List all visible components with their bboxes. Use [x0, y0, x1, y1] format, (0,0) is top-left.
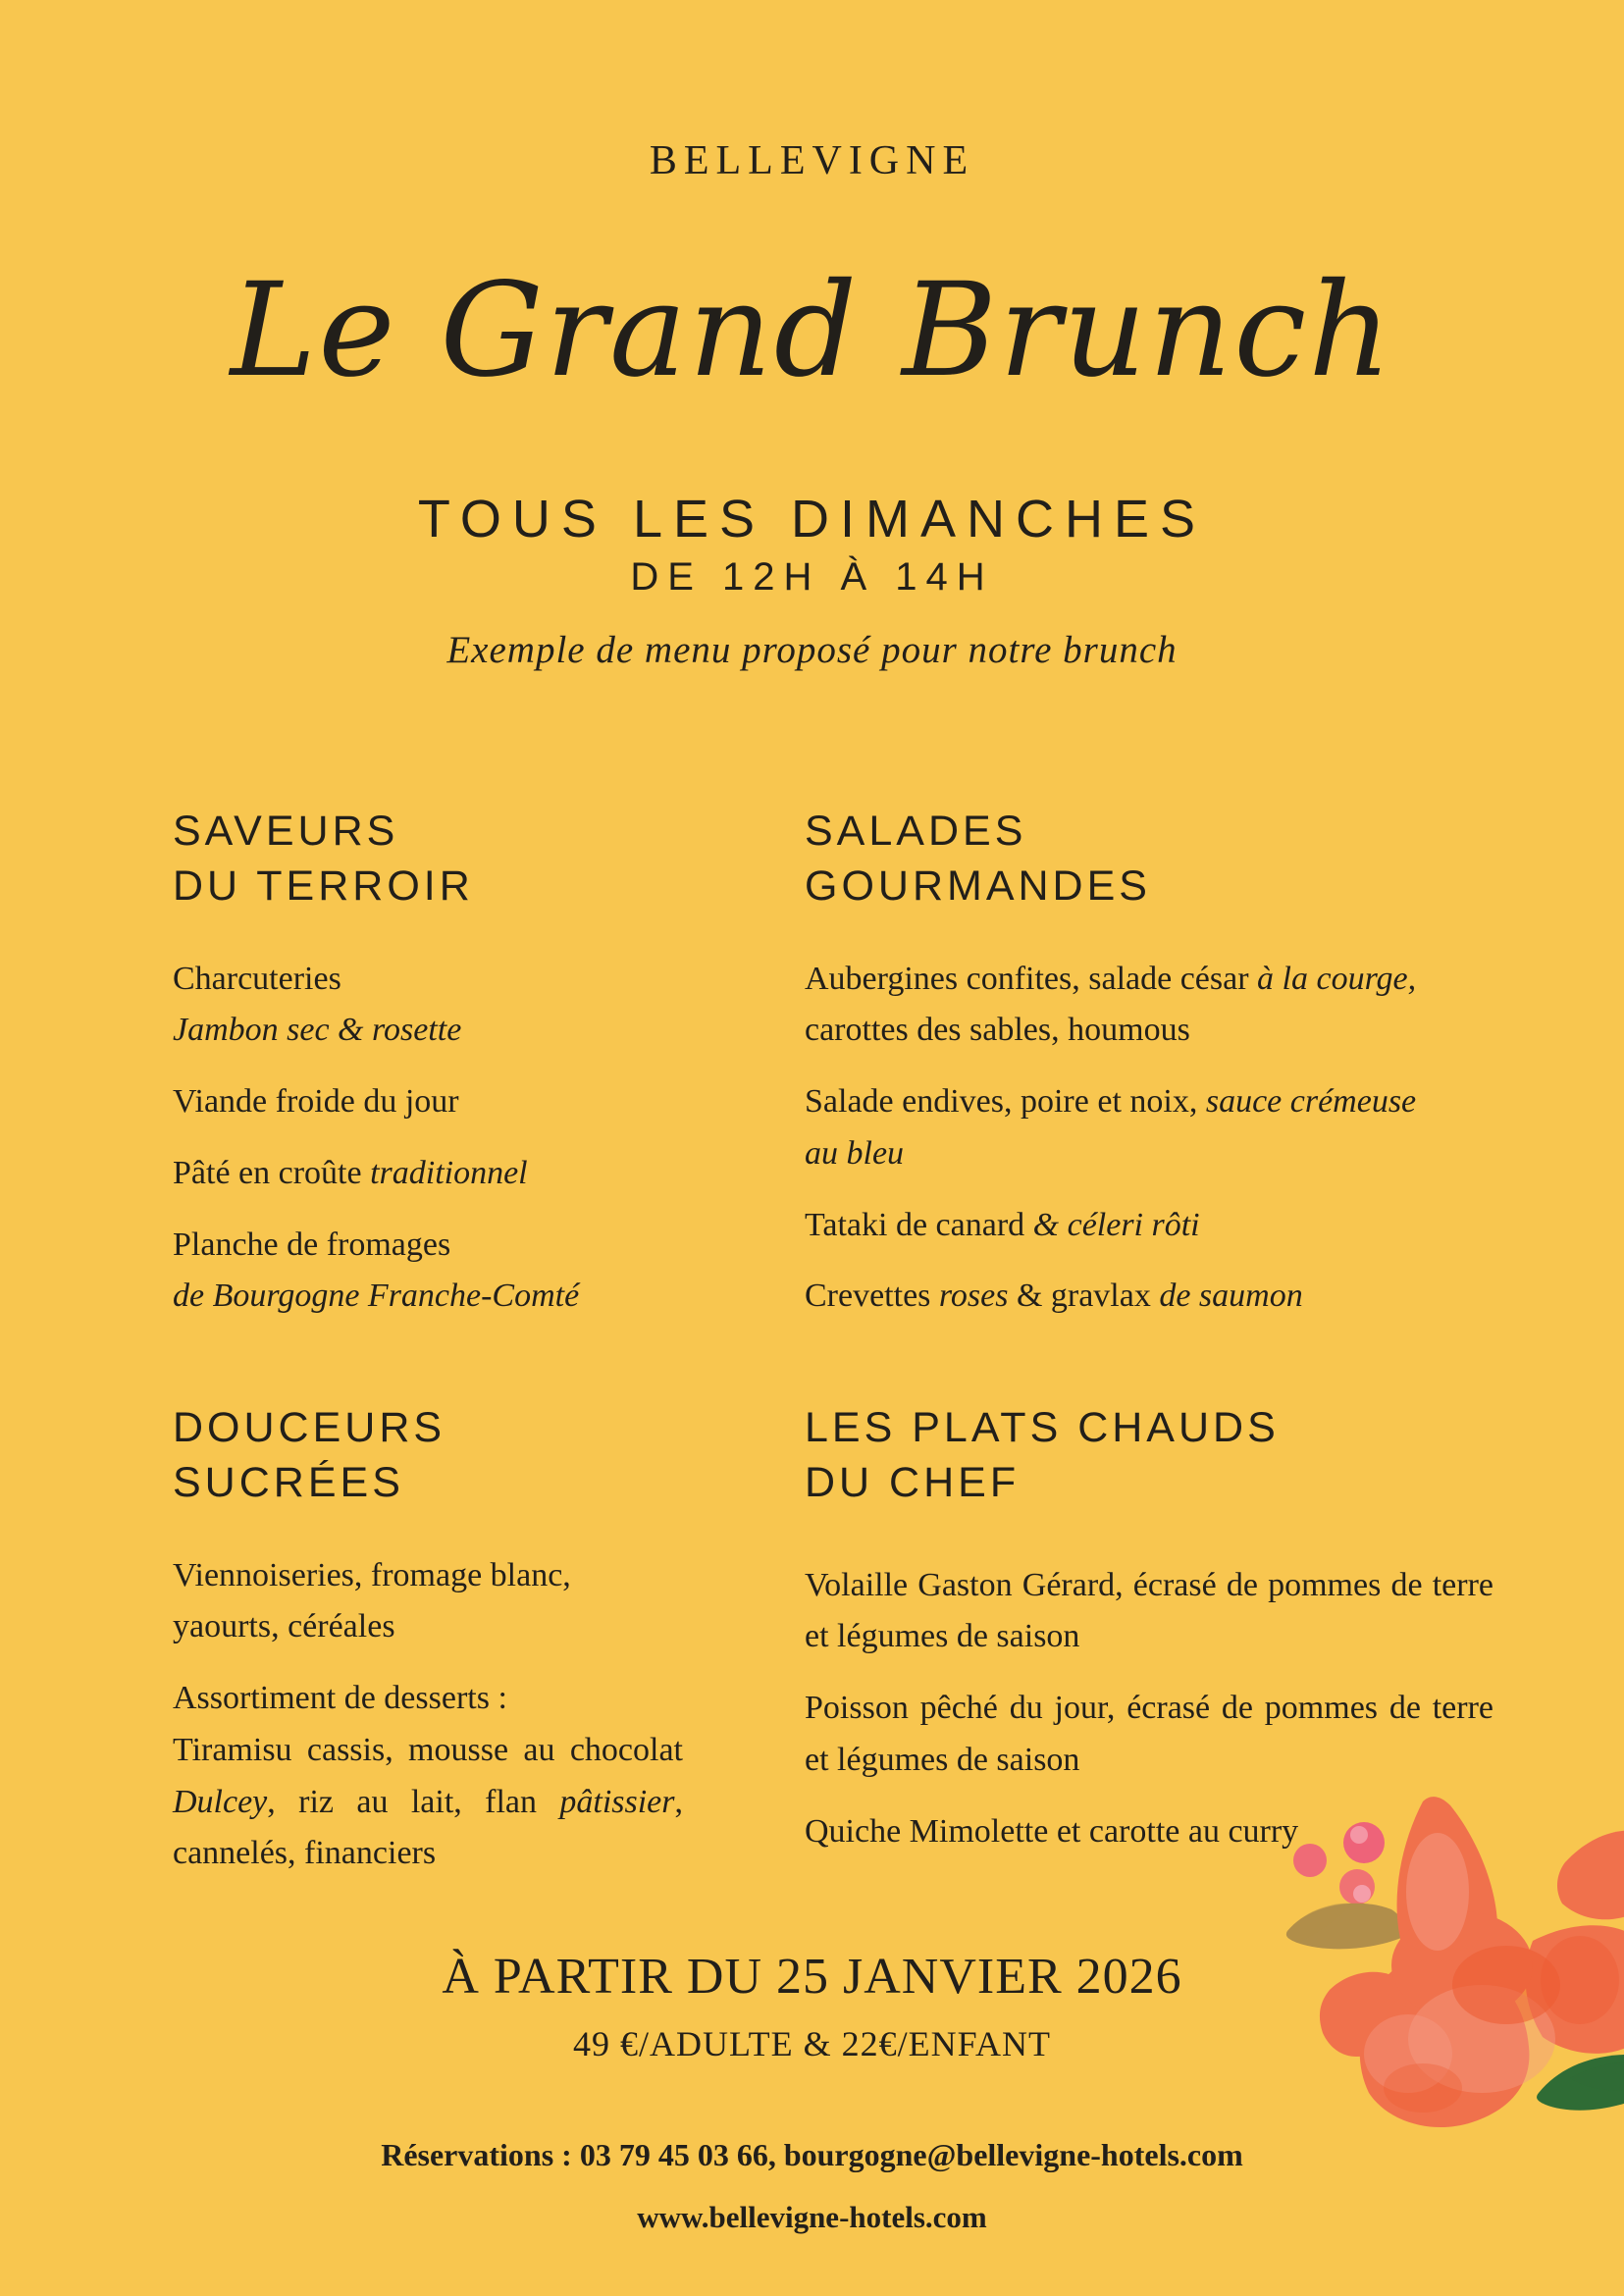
start-date: À PARTIR DU 25 JANVIER 2026 — [442, 1949, 1182, 2005]
menu-item: Pâté en croûte traditionnel — [173, 1154, 528, 1191]
menu-subtitle: Exemple de menu proposé pour notre brunch — [446, 629, 1178, 671]
section-douceurs-sucrees — [173, 1401, 683, 1900]
menu-item: Quiche Mimolette et carotte au curry — [805, 1812, 1299, 1850]
website-url: www.bellevigne-hotels.com — [637, 2200, 987, 2234]
menu-item: Crevettes roses & gravlax de saumon — [805, 1278, 1303, 1315]
watercolor-flower-illustration — [1276, 1794, 1624, 2137]
section-heading: SALADES GOURMANDES — [805, 808, 1151, 910]
section-saveurs-du-terroir — [173, 805, 683, 1342]
schedule-line-2: DE 12H À 14H — [630, 555, 994, 599]
reservations-contact: Réservations : 03 79 45 03 66, bourgogne@bellevigne-hotels.com — [381, 2137, 1243, 2172]
brand-name: BELLEVIGNE — [649, 138, 975, 183]
menu-item: Viande froide du jour — [173, 1083, 459, 1121]
flower-berries — [1293, 1822, 1385, 1905]
menu-item: Volaille Gaston Gérard, écrasé de pommes de terre et légumes de saison — [805, 1566, 1493, 1655]
menu-item: Planche de fromages de Bourgogne Franche-Comté — [173, 1226, 580, 1315]
menu-item: Aubergines confites, salade césar à la courge, carottes des sables, houmous — [805, 960, 1417, 1049]
menu-item: Poisson pêché du jour, écrasé de pommes de terre et légumes de saison — [805, 1690, 1493, 1778]
section-heading: DOUCEURS SUCRÉES — [173, 1404, 446, 1506]
schedule-line-1: TOUS LES DIMANCHES — [417, 490, 1207, 548]
section-salades-gourmandes — [805, 805, 1493, 1342]
pricing: 49 €/ADULTE & 22€/ENFANT — [573, 2024, 1051, 2063]
menu-item: Tataki de canard & céleri rôti — [805, 1206, 1200, 1243]
menu-item: Charcuteries Jambon sec & rosette — [173, 960, 462, 1049]
menu-item: Salade endives, poire et noix, sauce crémeuse au bleu — [805, 1083, 1417, 1172]
green-leaf — [1537, 2055, 1624, 2111]
page-title: Le Grand Brunch — [230, 255, 1394, 406]
section-heading: LES PLATS CHAUDS DU CHEF — [805, 1404, 1280, 1506]
olive-leaf — [1286, 1904, 1403, 1950]
section-heading: SAVEURS DU TERROIR — [173, 808, 474, 910]
menu-item: Assortiment de desserts : Tiramisu cassis, mousse au chocolat Dulcey, riz au lait, flan pâtissier, cannelés, financiers — [173, 1680, 683, 1872]
menu-item: Viennoiseries, fromage blanc, yaourts, céréales — [173, 1556, 571, 1645]
